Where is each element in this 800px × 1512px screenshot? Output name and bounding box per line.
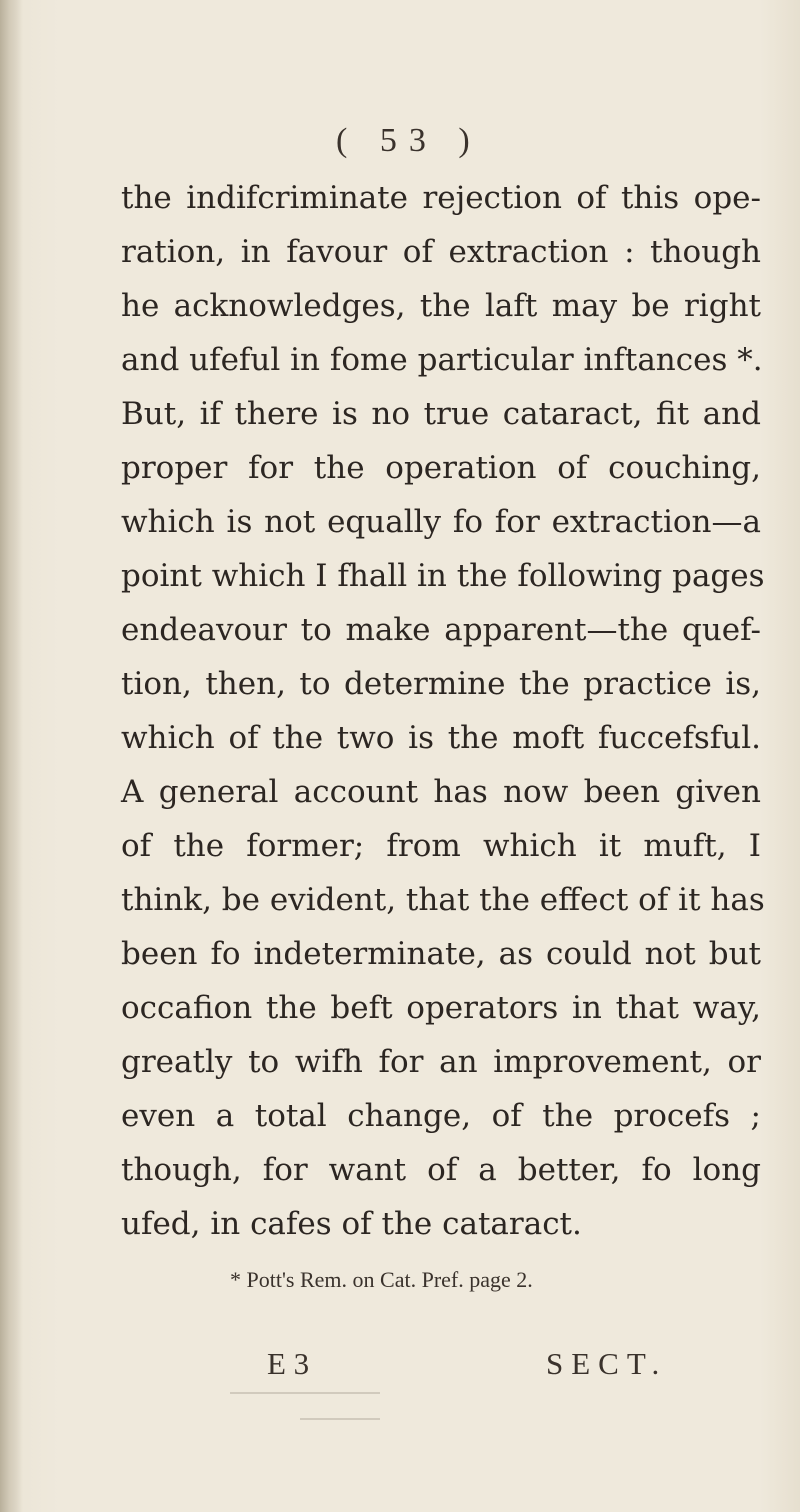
signature-mark: E 3: [267, 1346, 310, 1381]
text-line: But, if there is no true cataract, fit and: [121, 396, 761, 432]
text-line: though, for want of a better, fo long: [121, 1152, 761, 1188]
text-line: greatly to wifh for an improvement, or: [121, 1044, 761, 1080]
text-line: been fo indeterminate, as could not but: [121, 936, 761, 972]
text-line: occafion the beft operators in that way,: [121, 990, 761, 1026]
body-text: [121, 171, 765, 1251]
text-line: tion, then, to determine the practice is,: [121, 666, 761, 702]
footnote: * Pott's Rem. on Cat. Pref. page 2.: [230, 1267, 533, 1292]
text-line: which is not equally fo for extraction—a: [121, 504, 761, 540]
page-number: ( 53 ): [336, 122, 482, 159]
text-line: proper for the operation of couching,: [121, 450, 761, 486]
text-line: he acknowledges, the laft may be right: [121, 288, 761, 324]
text-line: which of the two is the moft fuccefsful.: [121, 720, 761, 756]
text-line: of the former; from which it muft, I: [121, 828, 761, 864]
ink-smudge: [300, 1418, 380, 1420]
text-line: and ufeful in fome particular inftances *.: [121, 342, 763, 378]
text-line: point which I fhall in the following pages: [121, 558, 765, 594]
text-line-last: ufed, in cafes of the cataract.: [121, 1206, 582, 1242]
text-line: endeavour to make apparent—the quef-: [121, 612, 761, 648]
text-line: even a total change, of the procefs ;: [121, 1098, 761, 1134]
text-line: ration, in favour of extraction : though: [121, 234, 761, 270]
text-line: A general account has now been given: [121, 774, 761, 810]
text-line: think, be evident, that the effect of it has: [121, 882, 765, 918]
text-line: the indifcriminate rejection of this ope-: [121, 180, 761, 216]
catchword: SECT.: [546, 1346, 668, 1381]
page-gutter: [0, 0, 22, 1512]
ink-smudge: [230, 1392, 380, 1394]
